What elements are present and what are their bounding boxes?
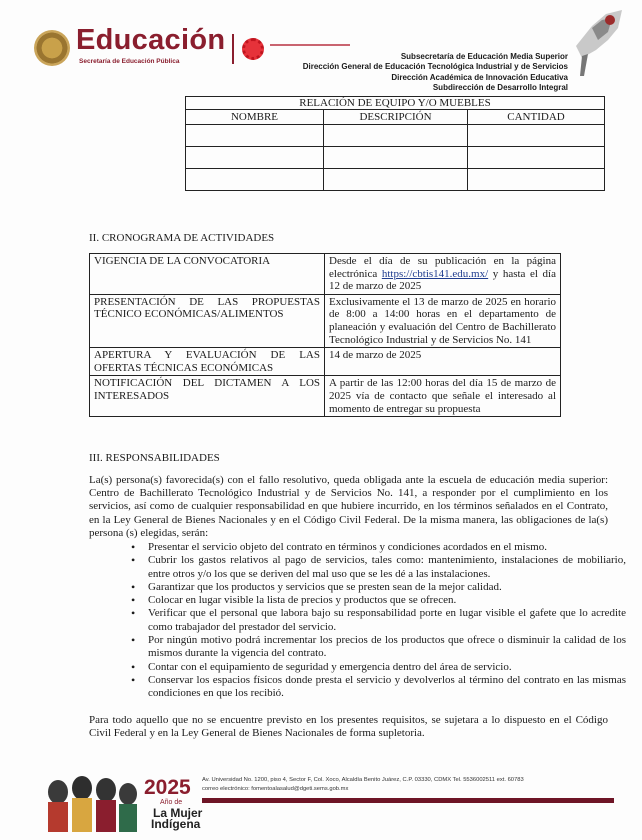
equipment-table [185, 96, 605, 191]
closing-paragraph: Para todo aquello que no se encuentre previsto en los presentes requisitos, se sujetara a lo dispuesto en el Código Civil Federal y en la Ley General de Bienes Nacionales de forma supletoria. [89, 714, 608, 740]
dgeti-logo-line [270, 44, 350, 46]
header-line: Subsecretaría de Educación Media Superior [400, 52, 568, 61]
section-title: III. RESPONSABILIDADES [89, 452, 220, 464]
schedule-value: 14 de marzo de 2025 [325, 348, 561, 376]
year-logo-subtitle: Indígena [151, 817, 201, 831]
list-item: • Contar con el equipamiento de seguridad y emergencia dentro del área de servicio. [148, 661, 626, 674]
table-row [90, 254, 561, 295]
header-line: Subdirección de Desarrollo Integral [432, 82, 568, 92]
website-link[interactable]: https://cbtis141.edu.mx/ [381, 267, 489, 280]
schedule-label: APERTURA Y EVALUACIÓN DE LAS OFERTAS TÉCNICAS ECONÓMICAS [90, 348, 325, 376]
table-row [186, 125, 605, 147]
sep-emblem-icon [34, 30, 70, 66]
column-header: CANTIDAD [468, 110, 605, 125]
table-row [186, 169, 605, 191]
schedule-value: Exclusivamente el 13 de marzo de 2025 en horario de 8:00 a 14:00 horas en el departamento de planeación y evaluación del Centro de Bachillerato Tecnológico Industrial y de Servicios No. 141 [325, 294, 561, 347]
table-row [90, 348, 561, 376]
year-logo: 2025 [144, 776, 191, 799]
column-header: NOMBRE [186, 110, 324, 125]
eagle-flag-icon [572, 6, 626, 78]
footer-bar [202, 798, 614, 803]
schedule-label: PRESENTACIÓN DE LAS PROPUESTAS TÉCNICO ECONÓMICAS/ALIMENTOS [90, 294, 325, 347]
section-title: II. CRONOGRAMA DE ACTIVIDADES [89, 232, 275, 244]
list-item: • Conservar los espacios físicos donde presta el servicio y devolverlos al término del contrato en las mismas condiciones en que los recibió. [148, 674, 626, 701]
footer-contact [202, 776, 524, 793]
header-line: Dirección General de Educación Tecnológica Industrial y de Servicios [302, 62, 568, 72]
dgeti-gear-icon [242, 38, 264, 60]
table-row [90, 376, 561, 417]
table-row [90, 294, 561, 347]
indigenous-women-illustration-icon [44, 770, 140, 832]
footer-email: correo electrónico: fomentoalasalud@dgeti.sems.gob.mx [202, 785, 349, 792]
obligations-list [130, 541, 626, 701]
schedule-label: NOTIFICACIÓN DEL DICTAMEN A LOS INTERESADOS [90, 376, 325, 417]
schedule-value: A partir de las 12:00 horas del día 15 de marzo de 2025 vía de contacto que señale el interesado al momento de entregar su propuesta [325, 376, 561, 417]
footer-address: Av. Universidad No. 1200, piso 4, Sector F, Col. Xoco, Alcaldía Benito Juárez, C.P. 03330, CDMX Tel. 5536002511 ext. 60783 [202, 777, 524, 783]
header-line: Dirección Académica de Innovación Educativa [391, 72, 568, 82]
table-row [186, 147, 605, 169]
list-item: • Presentar el servicio objeto del contrato en términos y condiciones acordados en el mismo. [148, 541, 626, 554]
list-item: • Verificar que el personal que labora bajo su responsabilidad porte en lugar visible el gafete que lo acredite como trabajador del prestador del servicio. [148, 607, 626, 634]
brand-subtitle: Secretaría de Educación Pública [79, 58, 180, 65]
year-logo-subtitle: Año de [160, 799, 183, 806]
schedule-table [89, 253, 561, 417]
intro-paragraph: La(s) persona(s) favorecida(s) con el fallo resolutivo, queda obligada ante la escuela de educación media superior: Centro de Bachillerato Tecnológico Industrial y de Servicios No. 141, a responder por el cumplimiento en los servicios, así como de cualquier responsabilidad en que hubiere incurrido, en los términos señalados en el Contrato, en la Ley General de Bienes Nacionales y en el Código Civil Federal. De la misma manera, las obligaciones de la(s) persona (s) elegidas, serán: [89, 474, 608, 539]
list-item: • Garantizar que los productos y servicios que se presten sean de la mejor calidad. [148, 581, 626, 594]
schedule-value: Desde el día de su publicación en la página electrónica https://cbtis141.edu.mx/ y hasta el día 12 de marzo de 2025 [325, 254, 561, 295]
schedule-label: VIGENCIA DE LA CONVOCATORIA [90, 254, 325, 295]
column-header: DESCRIPCIÓN [324, 110, 468, 125]
header-institution-lines [303, 52, 568, 93]
year-logo-subtitle: La Mujer [153, 806, 203, 820]
logo-divider [232, 34, 234, 64]
list-item: • Colocar en lugar visible la lista de precios y productos que se ofrecen. [148, 594, 626, 607]
equipment-table-title: RELACIÓN DE EQUIPO Y/O MUEBLES [186, 97, 605, 110]
list-item: • Cubrir los gastos relativos al pago de servicios, tales como: mantenimiento, instalaciones de mobiliario, entre otros y/o los que se deriven del mal uso que se les dé a las instalaciones. [148, 554, 626, 581]
brand-logo-text: Educación [76, 24, 226, 56]
list-item: • Por ningún motivo podrá incrementar los precios de los productos que ofrece o disminuir la calidad de los mismos durante la vigencia del contrato. [148, 634, 626, 661]
